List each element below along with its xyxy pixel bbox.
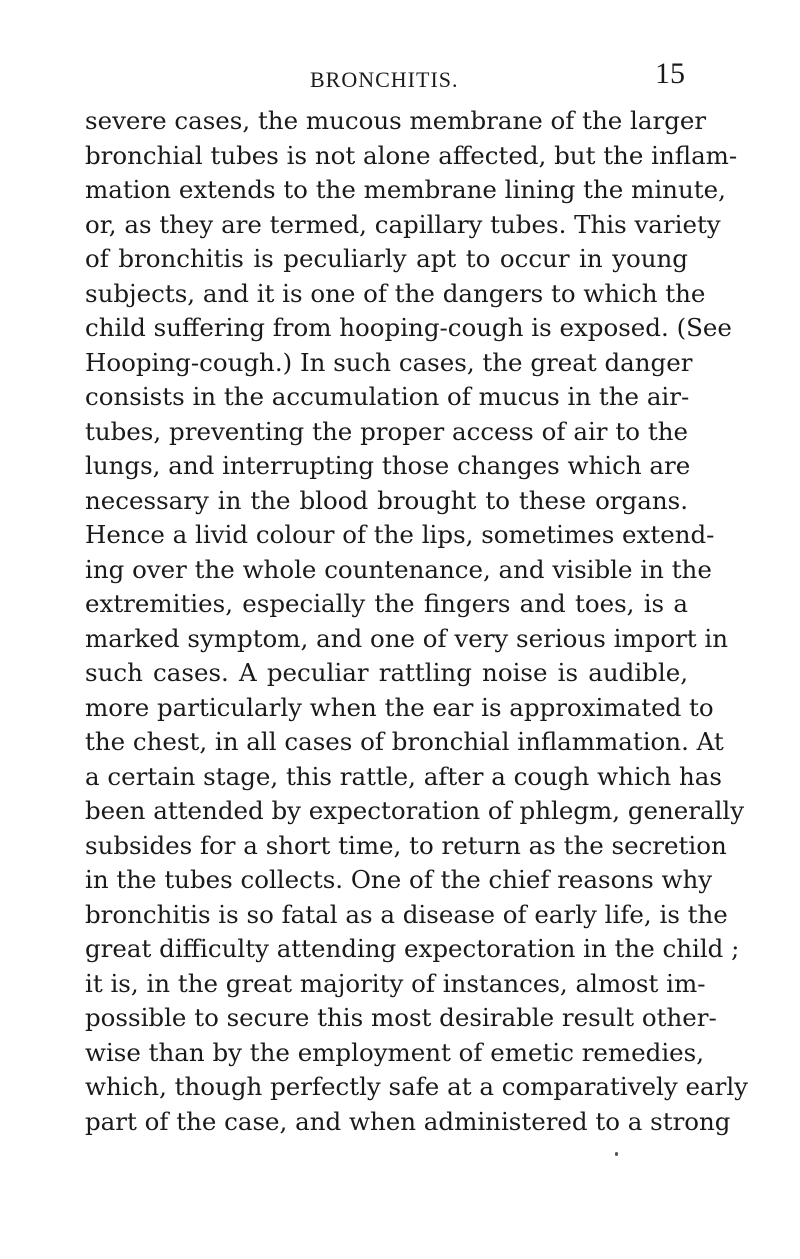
text-line: extremities, especially the fingers and toes, is a — [85, 589, 688, 618]
body-text — [85, 104, 749, 1139]
text-line: or, as they are termed, capillary tubes. This variety — [85, 209, 721, 239]
text-line: great difficulty attending expectoration in the child ; — [85, 934, 740, 963]
text-line: mation extends to the membrane lining the minute, — [85, 175, 726, 204]
text-line: it is, in the great majority of instances, almost im- — [85, 968, 706, 998]
text-line: lungs, and interrupting those changes which are — [85, 451, 691, 480]
text-line: wise than by the employment of emetic remedies, — [85, 1037, 705, 1067]
text-line: such cases. A peculiar rattling noise is audible, — [85, 658, 688, 687]
text-line: subsides for a short time, to return as the secretion — [85, 830, 727, 860]
text-line: in the tubes collects. One of the chief reasons why — [85, 865, 713, 894]
text-line: consists in the accumulation of mucus in the air- — [85, 382, 690, 411]
text-line: marked symptom, and one of very serious import in — [85, 623, 729, 653]
ink-speck — [615, 1152, 618, 1156]
text-line: Hooping-cough.) In such cases, the great danger — [85, 347, 693, 377]
text-line: ing over the whole countenance, and visible in the — [85, 554, 712, 584]
text-line: necessary in the blood brought to these organs. — [85, 485, 688, 515]
text-line: part of the case, and when administered to a strong — [85, 1106, 731, 1136]
text-line: severe cases, the mucous membrane of the larger — [85, 106, 707, 135]
text-line: tubes, preventing the proper access of air to the — [85, 416, 688, 446]
text-line: bronchitis is so fatal as a disease of early life, is the — [85, 899, 728, 929]
text-line: bronchial tubes is not alone affected, but the inflam- — [85, 140, 738, 170]
running-header — [85, 57, 685, 98]
text-line: the chest, in all cases of bronchial inflammation. At — [85, 727, 724, 756]
text-line: which, though perfectly safe at a comparatively early — [85, 1072, 749, 1101]
running-title: BRONCHITIS. — [310, 67, 459, 92]
text-line: more particularly when the ear is approximated to — [85, 692, 714, 722]
page-number: 15 — [655, 57, 685, 90]
text-line: of bronchitis is peculiarly apt to occur in young — [85, 244, 688, 273]
text-line: a certain stage, this rattle, after a cough which has — [85, 761, 722, 791]
text-line: child suffering from hooping-cough is exposed. (See — [85, 313, 732, 342]
text-line: been attended by expectoration of phlegm, generally — [85, 796, 745, 825]
text-line: Hence a livid colour of the lips, sometimes extend- — [85, 520, 715, 549]
text-line: subjects, and it is one of the dangers to which the — [85, 278, 706, 308]
text-line: possible to secure this most desirable result other- — [85, 1003, 717, 1032]
